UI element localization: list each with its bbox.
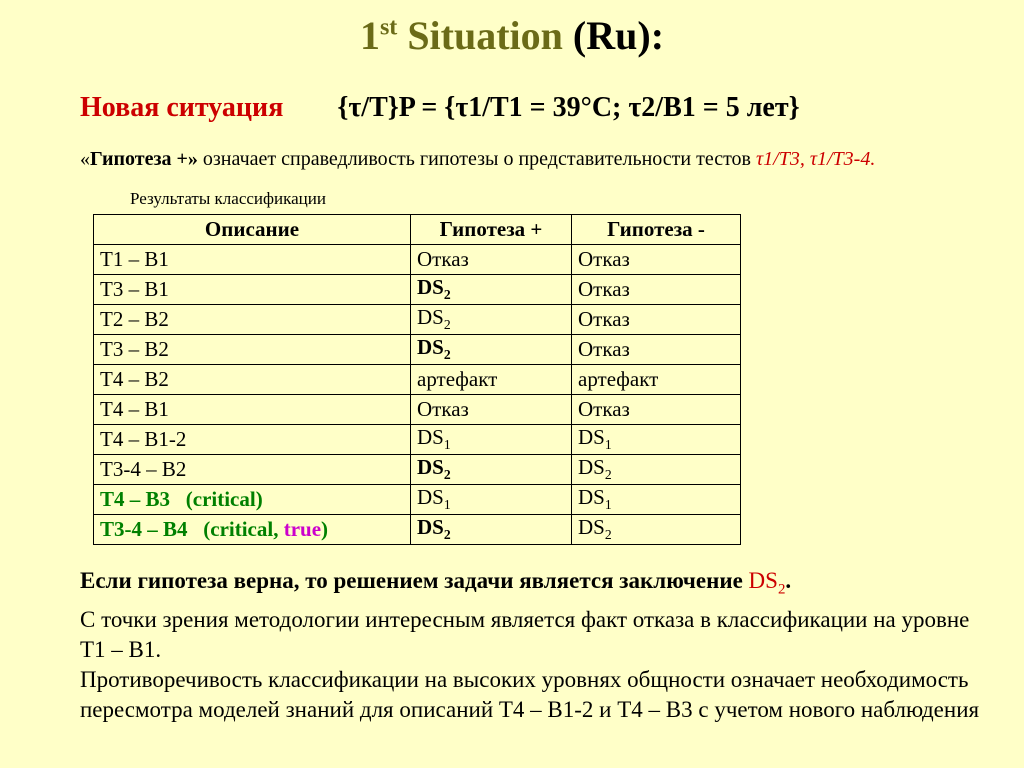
table-cell: $DS_2$ bbox=[411, 335, 572, 365]
conclusion-text bbox=[80, 566, 1000, 725]
table-cell: T2 – B2 bbox=[94, 305, 411, 335]
table-row bbox=[94, 245, 741, 275]
classification-table bbox=[93, 214, 741, 545]
table-caption: Результаты классификации bbox=[130, 189, 326, 208]
table-cell: Отказ bbox=[411, 395, 572, 425]
table-header-row bbox=[94, 215, 741, 245]
table-cell: T4 – B1-2 bbox=[94, 425, 411, 455]
slide-title: 1st Situation (Ru): bbox=[359, 13, 665, 58]
table-row bbox=[94, 305, 741, 335]
table-row bbox=[94, 275, 741, 305]
table-cell: $DS_1$ bbox=[411, 485, 572, 515]
table-cell: артефакт bbox=[411, 365, 572, 395]
table-row bbox=[94, 395, 741, 425]
table-cell: T4 – B2 bbox=[94, 365, 411, 395]
table-row bbox=[94, 485, 741, 515]
new-situation-formula: {τ/T}P = {τ1/T1 = 39°C; τ2/B1 = 5 лет} bbox=[337, 92, 800, 123]
table-cell: $DS_2$ bbox=[411, 515, 572, 545]
conclusion-p1: С точки зрения методологии интересным является факт отказа в классификации на уровне T1 – B1. bbox=[80, 606, 970, 662]
new-situation-line bbox=[80, 92, 800, 124]
table-cell: T4 – B1 bbox=[94, 395, 411, 425]
table-cell: $DS_1$ bbox=[572, 485, 741, 515]
table-cell: $DS_2$ bbox=[411, 305, 572, 335]
table-cell: $DS_1$ bbox=[572, 425, 741, 455]
table-cell: T1 – B1 bbox=[94, 245, 411, 275]
table-cell: T4 – B3 (critical) bbox=[94, 485, 411, 515]
table-cell: T3-4 – B2 bbox=[94, 455, 411, 485]
column-header: Описание bbox=[94, 215, 411, 245]
hypothesis-note: «Гипотеза +» означает справедливость гипотезы о представительности тестов τ1/T3, τ1/T3-4. bbox=[80, 148, 876, 170]
table-row bbox=[94, 335, 741, 365]
table-cell: Отказ bbox=[411, 245, 572, 275]
table-cell: $DS_2$ bbox=[572, 455, 741, 485]
table-cell: $DS_2$ bbox=[411, 455, 572, 485]
table-cell: $DS_1$ bbox=[411, 425, 572, 455]
column-header: Гипотеза - bbox=[572, 215, 741, 245]
table-cell: Отказ bbox=[572, 395, 741, 425]
table-row bbox=[94, 365, 741, 395]
table-row bbox=[94, 455, 741, 485]
table-row bbox=[94, 515, 741, 545]
new-situation-label: Новая ситуация bbox=[80, 92, 284, 123]
table-cell: Отказ bbox=[572, 275, 741, 305]
table-cell: $DS_2$ bbox=[411, 275, 572, 305]
table-cell: Отказ bbox=[572, 335, 741, 365]
conclusion-lead: Если гипотеза верна, то решением задачи является заключение $DS_2$. bbox=[80, 568, 792, 598]
table-cell: Отказ bbox=[572, 245, 741, 275]
table-row bbox=[94, 425, 741, 455]
table-cell: Отказ bbox=[572, 305, 741, 335]
conclusion-p2: Противоречивость классификации на высоких уровнях общности означает необходимость пересмотра моделей знаний для описаний T4 – B1-2 и T4 – B3 с учетом нового наблюдения bbox=[80, 666, 980, 722]
table-cell: T3 – B2 bbox=[94, 335, 411, 365]
table-cell: T3 – B1 bbox=[94, 275, 411, 305]
table-cell: T3-4 – B4 (critical, true) bbox=[94, 515, 411, 545]
table-cell: $DS_2$ bbox=[572, 515, 741, 545]
column-header: Гипотеза + bbox=[411, 215, 572, 245]
table-cell: артефакт bbox=[572, 365, 741, 395]
